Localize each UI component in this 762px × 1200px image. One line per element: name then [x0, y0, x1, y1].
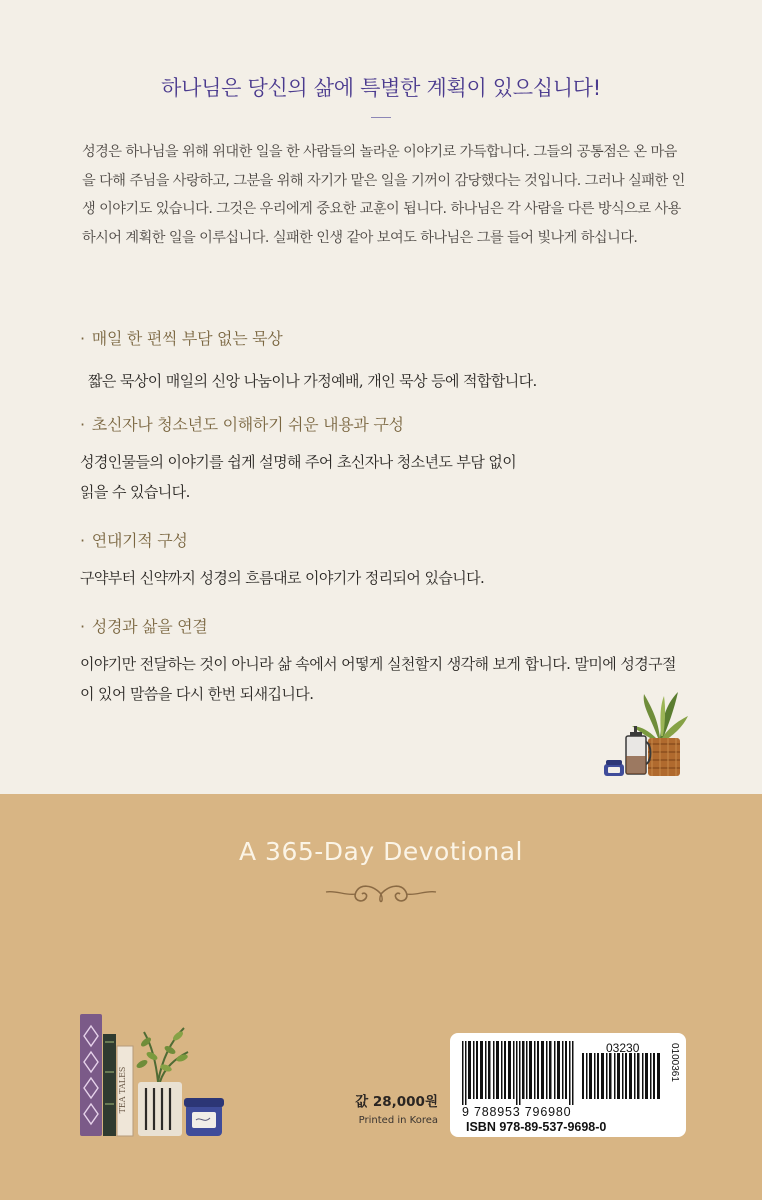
- jar-icon: [604, 760, 624, 776]
- book-spine: [80, 1014, 102, 1136]
- jar-icon: [184, 1098, 224, 1136]
- feature-title-text: 매일 한 편씩 부담 없는 묵상: [91, 329, 283, 348]
- feature-title: [80, 326, 680, 349]
- side-code: 0100361: [669, 1043, 680, 1082]
- potted-plant-icon: [600, 686, 690, 778]
- ean-digits: 9 788953 796980: [462, 1105, 572, 1119]
- plant-pot: [138, 1082, 182, 1136]
- printed-in: Printed in Korea: [358, 1115, 438, 1126]
- feature-item: [80, 614, 680, 709]
- feature-item: [80, 326, 680, 396]
- bullet: ·: [80, 617, 85, 636]
- feature-title-text: 성경과 삶을 연결: [91, 617, 208, 636]
- feature-title: [80, 614, 680, 637]
- barcode-label: [450, 1033, 686, 1137]
- feature-item: [80, 528, 680, 593]
- feature-title: [80, 412, 680, 435]
- feature-title-text: 연대기적 구성: [91, 531, 188, 550]
- books-stack-icon: [80, 1012, 230, 1138]
- intro-paragraph: 성경은 하나님을 위해 위대한 일을 한 사람들의 놀라운 이야기로 가득합니다. 그들의 공통점은 온 마음을 다해 주님을 사랑하고, 그분을 위해 자기가 맡은 일을 기꺼이 감당했다는 것입니다. 그러나 실패한 인생 이야기도 있습니다. 그것은 우리에게 중요한 교훈이 됩니다. 하나님은 각 사람을 다른 방식으로 사용하시어 계획한 일을 이루십니다. 실패한 인생 같아 보여도 하나님은 그를 들어 빛나게 하십니다.: [82, 144, 685, 246]
- book-spine: [103, 1034, 116, 1136]
- addon-code: 03230: [606, 1041, 640, 1055]
- isbn: ISBN 978-89-537-9698-0: [466, 1120, 607, 1134]
- plant-leaves-icon: [135, 1028, 188, 1082]
- feature-body: 성경인물들의 이야기를 쉽게 설명해 주어 초신자나 청소년도 부담 없이 읽을 수 있습니다.: [80, 453, 517, 501]
- bullet: ·: [80, 329, 85, 348]
- ornament-flourish-icon: [322, 874, 440, 914]
- book-spine-title: TEA TALES: [118, 1066, 127, 1114]
- bullet: ·: [80, 531, 85, 550]
- bullet: ·: [80, 415, 85, 434]
- price: 값 28,000원: [355, 1094, 438, 1110]
- feature-body: 짧은 묵상이 매일의 신앙 나눔이나 가정예배, 개인 묵상 등에 적합합니다.: [88, 372, 537, 390]
- feature-body: 이야기만 전달하는 것이 아니라 삶 속에서 어떻게 실천할지 생각해 보게 합니다. 말미에 성경구절이 있어 말씀을 다시 한번 되새깁니다.: [80, 655, 676, 703]
- feature-body: 구약부터 신약까지 성경의 흐름대로 이야기가 정리되어 있습니다.: [80, 569, 485, 587]
- headline: 하나님은 당신의 삶에 특별한 계획이 있으십니다!: [161, 76, 601, 100]
- feature-title: [80, 528, 680, 551]
- feature-item: [80, 412, 680, 507]
- feature-title-text: 초신자나 청소년도 이해하기 쉬운 내용과 구성: [91, 415, 404, 434]
- headline-divider: [371, 117, 391, 118]
- series-title: A 365-Day Devotional: [239, 837, 523, 866]
